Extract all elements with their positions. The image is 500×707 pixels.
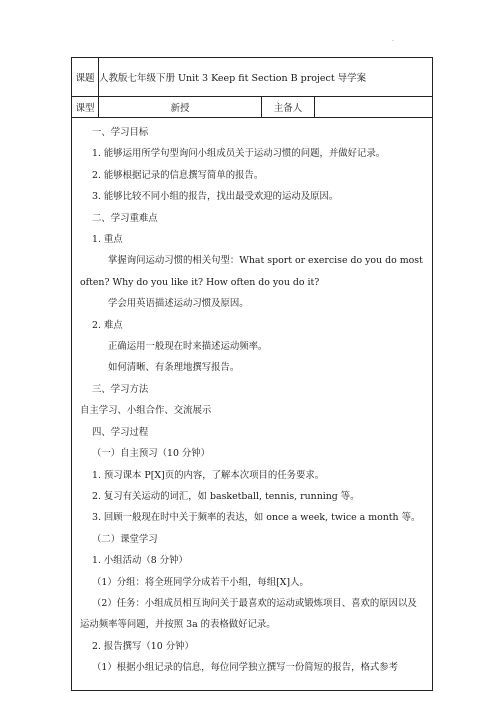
type-row (72, 97, 433, 118)
title-label: 课题 (72, 58, 99, 97)
heading-process: 四、学习过程 (92, 426, 149, 438)
subheading-preview: （一）自主预习（10 分钟） (92, 448, 211, 460)
title-row (72, 58, 433, 97)
objective-item: 3. 能够比较不同小组的报告，找出最受欢迎的运动及原因。 (92, 191, 339, 203)
objective-item: 1. 能够运用所学句型询问小组成员关于运动习惯的问题，并做好记录。 (92, 148, 386, 160)
objective-item: 2. 能够根据记录的信息撰写简单的报告。 (92, 169, 264, 181)
methods-text: 自主学习、小组合作、交流展示 (80, 405, 212, 417)
owner-label: 主备人 (262, 97, 315, 118)
lesson-plan-table (71, 57, 433, 691)
subheading-focus: 1. 重点 (92, 234, 123, 246)
activity-item: （2）任务：小组成员相互询问关于最喜欢的运动或锻炼项目、喜欢的原因以及运动频率等问题，并按照 3a 的表格做好记录。 (80, 597, 417, 631)
lesson-type: 新授 (99, 97, 262, 118)
owner-value (315, 97, 433, 118)
subheading-classroom: （二）课堂学习 (92, 533, 158, 545)
heading-key-points: 二、学习重难点 (92, 212, 158, 224)
preview-item: 1. 预习课本 P[X]页的内容，了解本次项目的任务要求。 (92, 469, 325, 481)
corner-mark: · (392, 38, 394, 45)
preview-item: 3. 回顾一般现在时中关于频率的表达，如 once a week, twice a month 等。 (92, 512, 421, 524)
difficulty-item: 正确运用一般现在时来描述运动频率。 (108, 341, 268, 353)
subheading-difficulty: 2. 难点 (92, 319, 123, 331)
focus-item: 掌握询问运动习惯的相关句型：What sport or exercise do you do most often? Why do you like it? How often do you do it? (80, 255, 423, 288)
report-item: （1）根据小组记录的信息，每位同学独立撰写一份简短的报告，格式参考 (92, 662, 398, 674)
heading-methods: 三、学习方法 (92, 383, 149, 395)
heading-objectives: 一、学习目标 (92, 127, 149, 138)
preview-item: 2. 复习有关运动的词汇，如 basketball, tennis, running 等。 (92, 490, 360, 502)
difficulty-item: 如何清晰、有条理地撰写报告。 (108, 362, 240, 374)
lesson-title: 人教版七年级下册 Unit 3 Keep fit Section B project 导学案 (99, 58, 433, 97)
type-label: 课型 (72, 97, 99, 118)
body-row (72, 118, 433, 691)
activity-item: （1）分组：将全班同学分成若干小组，每组[X]人。 (92, 576, 309, 588)
lesson-content (72, 118, 433, 691)
activity-heading: 1. 小组活动（8 分钟） (92, 555, 188, 567)
focus-item: 学会用英语描述运动习惯及原因。 (108, 298, 249, 310)
report-heading: 2. 报告撰写（10 分钟） (92, 640, 194, 652)
